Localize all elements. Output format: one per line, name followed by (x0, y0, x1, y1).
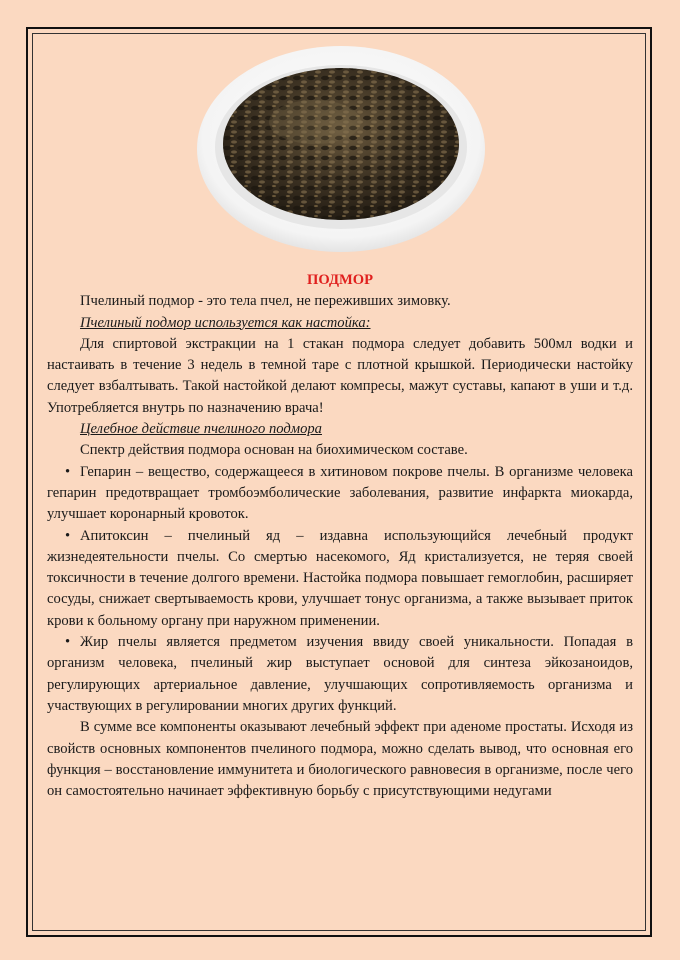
page-title: ПОДМОР (306, 272, 374, 288)
subheading-healing: Целебное действие пчелиного подмора (80, 421, 322, 438)
bullet-icon: • (65, 463, 71, 480)
bullet-fat-text: Жир пчелы является предметом изучения ввиду своей уникальности. Попадая в организм человека, пчелиный жир выступает основой для синтеза эйкозаноидов, регулирующих артериальное давление, улучшающих сопротивляемость организма и участвующих в регулировании многих других функций. (47, 634, 633, 714)
bullet-icon: • (65, 634, 71, 651)
bullet-heparin-text: Гепарин – вещество, содержащееся в хитиновом покрове пчелы. В организме человека гепарин предотвращает тромбоэмболические заболевания, развитие инфаркта миокарда, улучшает коронарный кровоток. (47, 463, 633, 523)
bee-bowl-photo (195, 44, 487, 254)
paragraph-spectrum: Спектр действия подмора основан на биохимическом составе. (80, 442, 468, 459)
paragraph-summary: В сумме все компоненты оказывают лечебный эффект при аденоме простаты. Исходя из свойств основных компонентов пчелиного подмора, можно сделать вывод, что основная его функция – восстановление иммунитета и биологического равновесия в организме, после чего он самостоятельно начинает эффективную борьбу с присутствующими недугами (47, 719, 633, 800)
bullet-apitoxin (47, 526, 633, 632)
bullet-fat (47, 632, 633, 717)
article (47, 270, 633, 802)
paragraph-tincture: Для спиртовой экстракции на 1 стакан подмора следует добавить 500мл водки и настаивать в течение 3 недель в темной таре с плотной крышкой. Периодически настойку следует взбалтывать. Такой настойкой делают компресы, мажут суставы, капают в уши и т.д. Употребляется внутрь по назначению врача! (47, 335, 633, 416)
paragraph-intro: Пчелиный подмор - это тела пчел, не переживших зимовку. (80, 293, 451, 310)
subheading-tincture: Пчелиный подмор используется как настойка: (80, 314, 371, 331)
bullet-icon: • (65, 527, 71, 544)
bullet-apitoxin-text: Апитоксин – пчелиный яд – издавна использующийся лечебный продукт жизнедеятельности пчелы. Со смертью насекомого, Яд кристализуется, не теряя своей токсичности в течение долгого времени. Настойка подмора повышает гемоглобин, расширяет сосуды, снижает свертываемость крови, улучшает тонус организма, а также вызывает приток крови к больному органу при наружном применении. (47, 527, 633, 629)
bowl-illustration (195, 44, 487, 254)
bullet-heparin (47, 462, 633, 526)
